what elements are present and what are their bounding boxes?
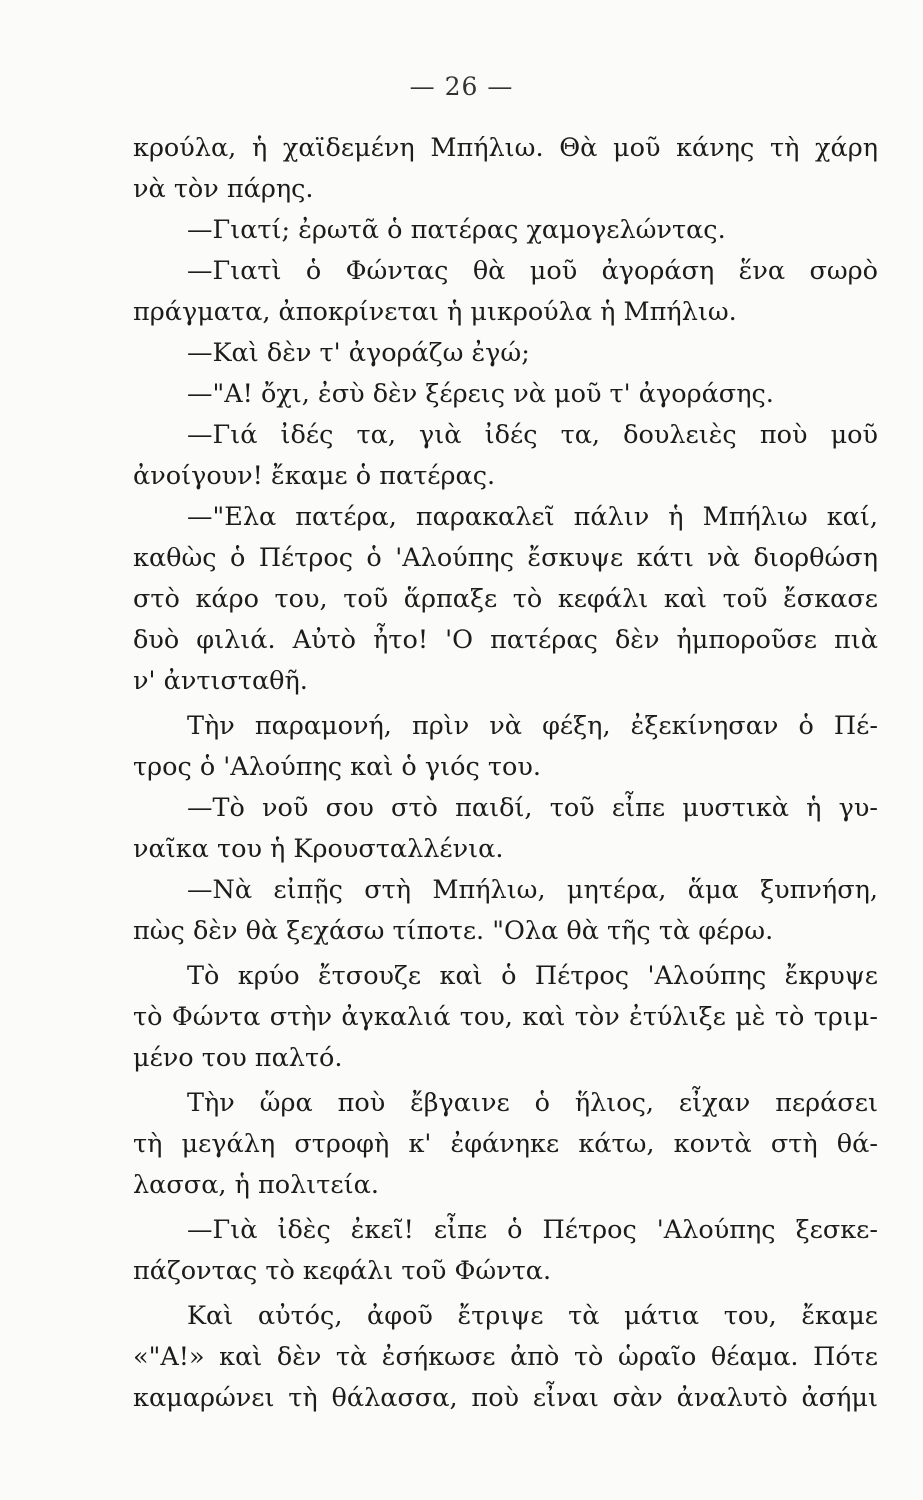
text-line: τὸ Φώντα στὴν ἀγκαλιά του, καὶ τὸν ἐτύλιξε μὲ τὸ τριμ-: [133, 1002, 878, 1032]
text-line: —"Ελα πατέρα, παρακαλεῖ πάλιν ἡ Μπήλιω καί,: [187, 502, 878, 532]
text-line: πάζοντας τὸ κεφάλι τοῦ Φώντα.: [133, 1256, 552, 1286]
text-line: Τὸ κρύο ἔτσουζε καὶ ὁ Πέτρος 'Αλούπης ἔκρυψε: [187, 961, 878, 991]
text-line: «"Α!» καὶ δὲν τὰ ἐσήκωσε ἀπὸ τὸ ὡραῖο θέαμα. Πότε: [133, 1342, 878, 1372]
text-line: —Γιὰ ἰδὲς ἐκεῖ! εἶπε ὁ Πέτρος 'Αλούπης ξεσκε-: [187, 1215, 878, 1245]
text-line: ν' ἀντισταθῆ.: [133, 666, 308, 696]
body-text: [133, 128, 878, 1419]
text-line: Καὶ αὐτός, ἀφοῦ ἔτριψε τὰ μάτια του, ἔκαμε: [187, 1301, 878, 1331]
text-line: ναῖκα του ἡ Κρουσταλλένια.: [133, 834, 504, 864]
text-line: καθὼς ὁ Πέτρος ὁ 'Αλούπης ἔσκυψε κάτι νὰ διορθώση: [133, 543, 878, 573]
text-line: λασσα, ἡ πολιτεία.: [133, 1170, 379, 1200]
text-line: τὴ μεγάλη στροφὴ κ' ἐφάνηκε κάτω, κοντὰ στὴ θά-: [133, 1129, 878, 1159]
text-line: —Τὸ νοῦ σου στὸ παιδί, τοῦ εἶπε μυστικὰ ἡ γυ-: [187, 793, 878, 823]
text-line: κρούλα, ἡ χαϊδεμένη Μπήλιω. Θὰ μοῦ κάνης τὴ χάρη: [133, 133, 878, 163]
text-line: καμαρώνει τὴ θάλασσα, ποὺ εἶναι σὰν ἀναλυτὸ ἀσήμι: [133, 1383, 878, 1413]
page-number: — 26 —: [409, 72, 514, 101]
text-line: τρος ὁ 'Αλούπης καὶ ὁ γιός του.: [133, 752, 541, 782]
text-line: πράγματα, ἀποκρίνεται ἡ μικρούλα ἡ Μπήλιω.: [133, 297, 737, 327]
text-line: —Γιατί; ἐρωτᾶ ὁ πατέρας χαμογελώντας.: [187, 215, 726, 245]
text-line: δυὸ φιλιά. Αὐτὸ ἦτο! 'Ο πατέρας δὲν ἠμποροῦσε πιὰ: [133, 625, 878, 655]
text-line: —Καὶ δὲν τ' ἀγοράζω ἐγώ;: [187, 338, 530, 368]
text-line: πὼς δὲν θὰ ξεχάσω τίποτε. "Ολα θὰ τῆς τὰ φέρω.: [133, 916, 774, 946]
text-line: —"Α! ὄχι, ἐσὺ δὲν ξέρεις νὰ μοῦ τ' ἀγοράσης.: [187, 379, 774, 409]
text-line: ἀνοίγουν! ἔκαμε ὁ πατέρας.: [133, 461, 496, 491]
text-line: Τὴν παραμονή, πρὶν νὰ φέξη, ἐξεκίνησαν ὁ Πέ-: [187, 711, 878, 741]
text-line: —Γιά ἰδές τα, γιὰ ἰδές τα, δουλειὲς ποὺ μοῦ: [187, 420, 878, 450]
text-line: Τὴν ὥρα ποὺ ἔβγαινε ὁ ἥλιος, εἶχαν περάσει: [187, 1088, 878, 1118]
text-line: —Νὰ εἰπῇς στὴ Μπήλιω, μητέρα, ἅμα ξυπνήση,: [187, 875, 878, 905]
text-line: —Γιατὶ ὁ Φώντας θὰ μοῦ ἀγοράση ἕνα σωρὸ: [187, 256, 878, 286]
text-line: στὸ κάρο του, τοῦ ἅρπαξε τὸ κεφάλι καὶ τοῦ ἔσκασε: [133, 584, 878, 614]
text-line: μένο του παλτό.: [133, 1043, 343, 1073]
text-line: νὰ τὸν πάρης.: [133, 174, 314, 204]
